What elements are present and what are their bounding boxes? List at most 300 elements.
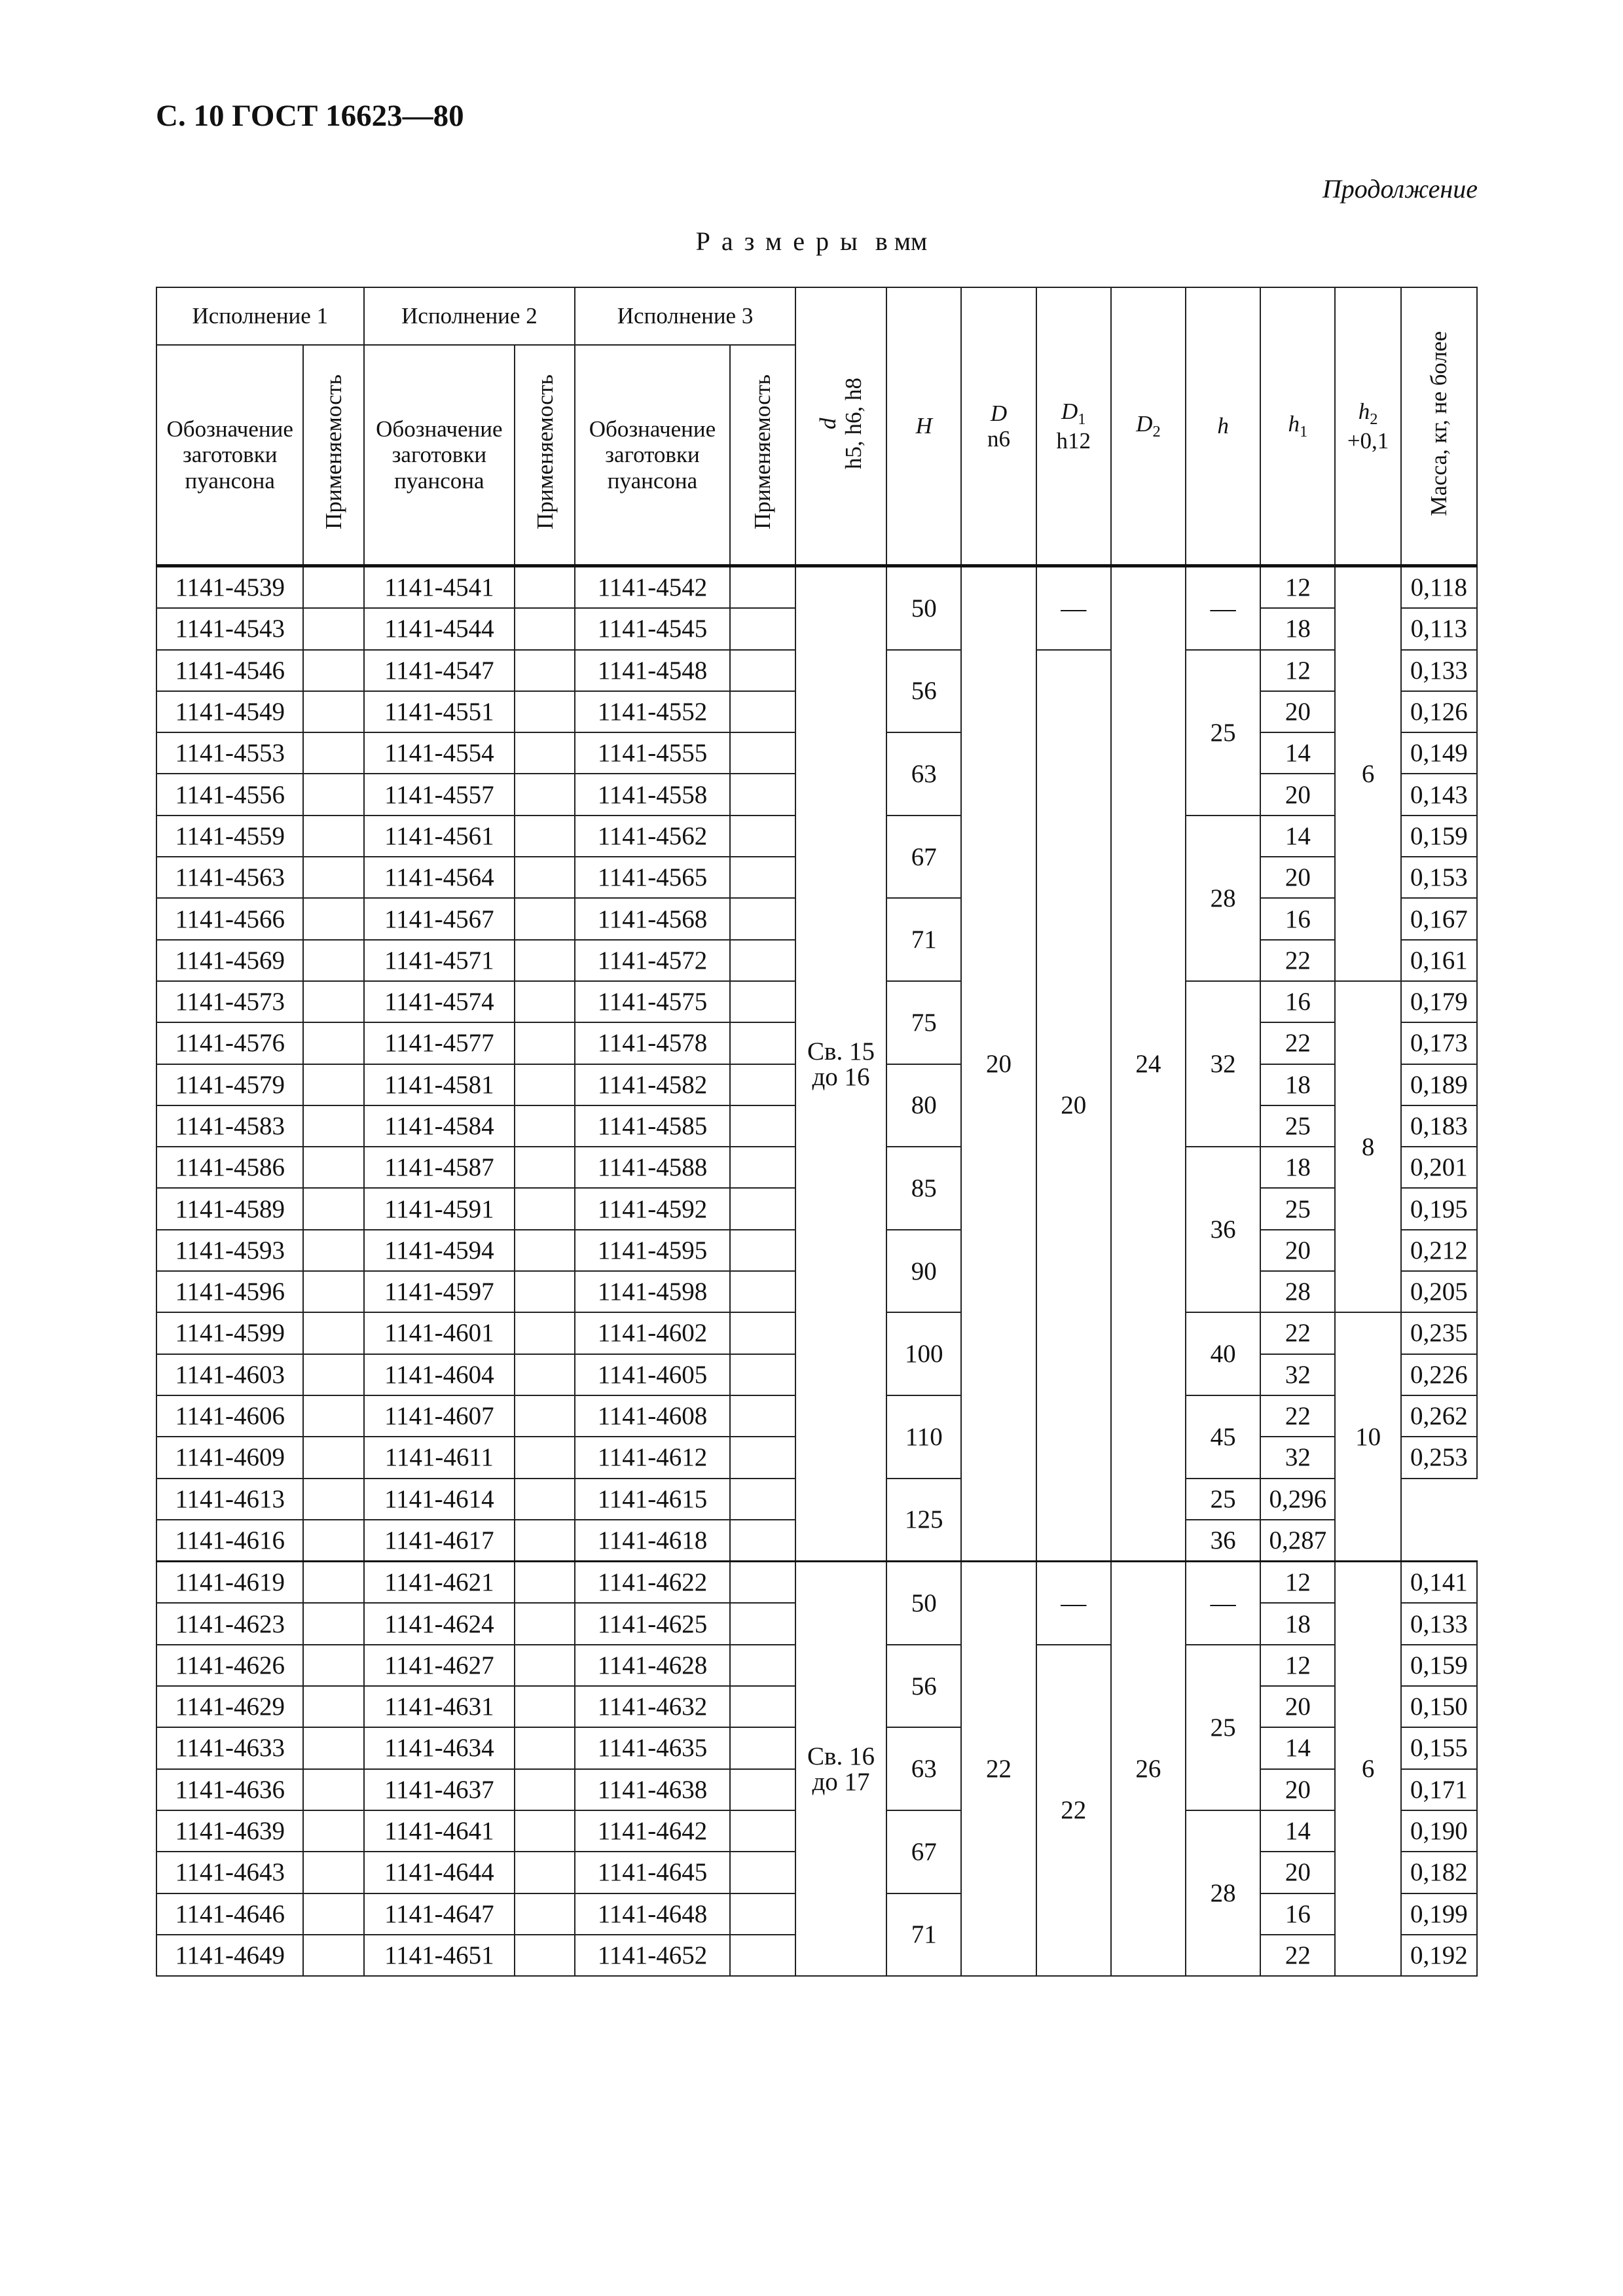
isp1-designation: 1141-4596 bbox=[156, 1271, 303, 1312]
isp1-designation: 1141-4579 bbox=[156, 1064, 303, 1105]
H-value: 67 bbox=[886, 816, 961, 899]
isp2-header: Исполнение 2 bbox=[364, 287, 575, 345]
isp2-designation: 1141-4557 bbox=[364, 774, 515, 815]
H-value: 63 bbox=[886, 732, 961, 816]
h2-value: 6 bbox=[1335, 1562, 1400, 1976]
isp1-designation: 1141-4606 bbox=[156, 1395, 303, 1437]
isp2-applicability bbox=[515, 1603, 575, 1644]
H-value: 85 bbox=[886, 1147, 961, 1230]
isp1-applicability bbox=[303, 1727, 363, 1768]
D2-value: 26 bbox=[1111, 1562, 1186, 1976]
isp1-designation: 1141-4589 bbox=[156, 1188, 303, 1229]
isp3-applicability bbox=[730, 1520, 795, 1562]
isp1-designation: 1141-4539 bbox=[156, 566, 303, 609]
isp2-applicability bbox=[515, 774, 575, 815]
isp2-applicability bbox=[515, 566, 575, 609]
mass-value: 0,212 bbox=[1401, 1230, 1477, 1271]
isp2-applicability bbox=[515, 1312, 575, 1354]
isp1-designation: 1141-4553 bbox=[156, 732, 303, 774]
isp3-applicability bbox=[730, 1479, 795, 1520]
isp1-designation-header: Обозначение заготовки пуансона bbox=[156, 345, 303, 566]
isp2-designation: 1141-4551 bbox=[364, 691, 515, 732]
isp3-applicability bbox=[730, 650, 795, 691]
isp1-designation: 1141-4643 bbox=[156, 1852, 303, 1893]
isp2-applicability bbox=[515, 1479, 575, 1520]
mass-value: 0,171 bbox=[1401, 1769, 1477, 1810]
isp1-applicability bbox=[303, 1893, 363, 1935]
h-value: — bbox=[1186, 566, 1260, 650]
isp2-designation: 1141-4641 bbox=[364, 1810, 515, 1852]
isp1-designation: 1141-4573 bbox=[156, 981, 303, 1022]
h2-value: 10 bbox=[1335, 1312, 1400, 1561]
mass-value: 0,287 bbox=[1260, 1520, 1335, 1562]
mass-value: 0,235 bbox=[1401, 1312, 1477, 1354]
isp3-applicability bbox=[730, 981, 795, 1022]
page-reference: С. 10 ГОСТ 16623—80 bbox=[156, 99, 464, 133]
units-prefix: Размеры bbox=[695, 226, 869, 256]
isp3-applicability bbox=[730, 857, 795, 898]
isp2-designation: 1141-4607 bbox=[364, 1395, 515, 1437]
isp2-applicability bbox=[515, 691, 575, 732]
isp2-designation: 1141-4624 bbox=[364, 1603, 515, 1644]
isp1-applicability bbox=[303, 1520, 363, 1562]
mass-value: 0,133 bbox=[1401, 1603, 1477, 1644]
mass-value: 0,155 bbox=[1401, 1727, 1477, 1768]
isp3-applicability bbox=[730, 1686, 795, 1727]
isp1-designation: 1141-4639 bbox=[156, 1810, 303, 1852]
d-value: Св. 15 до 16 bbox=[795, 566, 886, 1562]
isp3-applicability bbox=[730, 1022, 795, 1064]
table-row bbox=[156, 566, 1477, 609]
isp1-designation: 1141-4636 bbox=[156, 1769, 303, 1810]
isp2-applicability bbox=[515, 857, 575, 898]
isp1-designation: 1141-4623 bbox=[156, 1603, 303, 1644]
isp1-designation: 1141-4613 bbox=[156, 1479, 303, 1520]
isp2-designation: 1141-4591 bbox=[364, 1188, 515, 1229]
mass-value: 0,189 bbox=[1401, 1064, 1477, 1105]
isp2-designation: 1141-4631 bbox=[364, 1686, 515, 1727]
isp1-applicability bbox=[303, 940, 363, 981]
mass-value: 0,201 bbox=[1401, 1147, 1477, 1188]
h1-value: 16 bbox=[1260, 981, 1335, 1022]
mass-value: 0,190 bbox=[1401, 1810, 1477, 1852]
h1-value: 20 bbox=[1260, 1769, 1335, 1810]
isp2-applicability bbox=[515, 1562, 575, 1604]
h1-value: 14 bbox=[1260, 732, 1335, 774]
mass-value: 0,262 bbox=[1401, 1395, 1477, 1437]
h-value: 40 bbox=[1186, 1312, 1260, 1395]
h2-value: 8 bbox=[1335, 981, 1400, 1312]
H-value: 90 bbox=[886, 1230, 961, 1313]
isp3-designation: 1141-4602 bbox=[575, 1312, 729, 1354]
isp2-designation: 1141-4614 bbox=[364, 1479, 515, 1520]
H-value: 75 bbox=[886, 981, 961, 1064]
isp2-applicability bbox=[515, 1686, 575, 1727]
isp1-applicability bbox=[303, 566, 363, 609]
isp3-applicability bbox=[730, 1188, 795, 1229]
isp2-designation: 1141-4617 bbox=[364, 1520, 515, 1562]
isp2-applicability-header: Применяемость bbox=[515, 345, 575, 566]
d-value: Св. 16 до 17 bbox=[795, 1562, 886, 1976]
isp3-designation: 1141-4545 bbox=[575, 608, 729, 649]
h1-value: 12 bbox=[1260, 566, 1335, 609]
isp2-applicability bbox=[515, 1147, 575, 1188]
isp1-designation: 1141-4576 bbox=[156, 1022, 303, 1064]
isp2-applicability bbox=[515, 1727, 575, 1768]
isp1-designation: 1141-4559 bbox=[156, 816, 303, 857]
isp2-applicability bbox=[515, 898, 575, 939]
isp2-applicability bbox=[515, 1354, 575, 1395]
isp1-applicability bbox=[303, 1686, 363, 1727]
isp1-designation: 1141-4556 bbox=[156, 774, 303, 815]
isp1-applicability bbox=[303, 1188, 363, 1229]
isp1-applicability bbox=[303, 1479, 363, 1520]
isp1-applicability bbox=[303, 650, 363, 691]
isp3-designation: 1141-4558 bbox=[575, 774, 729, 815]
mass-value: 0,141 bbox=[1401, 1562, 1477, 1604]
units-suffix: в мм bbox=[875, 226, 928, 256]
isp3-designation: 1141-4595 bbox=[575, 1230, 729, 1271]
isp3-applicability-header: Применяемость bbox=[730, 345, 795, 566]
isp1-applicability bbox=[303, 857, 363, 898]
H-value: 80 bbox=[886, 1064, 961, 1147]
mass-value: 0,149 bbox=[1401, 732, 1477, 774]
isp1-applicability bbox=[303, 1271, 363, 1312]
isp1-designation: 1141-4563 bbox=[156, 857, 303, 898]
isp3-designation: 1141-4568 bbox=[575, 898, 729, 939]
h1-value: 16 bbox=[1260, 898, 1335, 939]
isp1-applicability bbox=[303, 1064, 363, 1105]
isp3-designation: 1141-4652 bbox=[575, 1935, 729, 1976]
h1-value: 12 bbox=[1260, 1562, 1335, 1604]
isp3-applicability bbox=[730, 1645, 795, 1686]
isp1-applicability bbox=[303, 898, 363, 939]
H-value: 110 bbox=[886, 1395, 961, 1479]
h1-value: 25 bbox=[1260, 1188, 1335, 1229]
isp3-designation: 1141-4648 bbox=[575, 1893, 729, 1935]
isp3-applicability bbox=[730, 1105, 795, 1147]
isp3-applicability bbox=[730, 816, 795, 857]
isp3-designation: 1141-4572 bbox=[575, 940, 729, 981]
mass-value: 0,143 bbox=[1401, 774, 1477, 815]
h1-value: 25 bbox=[1260, 1105, 1335, 1147]
d-header: d h5, h6, h8 bbox=[795, 287, 886, 566]
isp2-applicability bbox=[515, 816, 575, 857]
isp1-designation: 1141-4593 bbox=[156, 1230, 303, 1271]
h1-value: 36 bbox=[1186, 1520, 1260, 1562]
isp3-applicability bbox=[730, 1437, 795, 1478]
isp3-applicability bbox=[730, 1147, 795, 1188]
isp3-applicability bbox=[730, 1769, 795, 1810]
isp3-designation: 1141-4588 bbox=[575, 1147, 729, 1188]
isp1-designation: 1141-4616 bbox=[156, 1520, 303, 1562]
mass-value: 0,182 bbox=[1401, 1852, 1477, 1893]
isp1-applicability bbox=[303, 1395, 363, 1437]
continuation-label: Продолжение bbox=[1322, 174, 1478, 204]
mass-value: 0,118 bbox=[1401, 566, 1477, 609]
h1-value: 20 bbox=[1260, 774, 1335, 815]
isp1-designation: 1141-4549 bbox=[156, 691, 303, 732]
isp2-designation: 1141-4547 bbox=[364, 650, 515, 691]
h-value: 28 bbox=[1186, 1810, 1260, 1976]
isp3-designation: 1141-4632 bbox=[575, 1686, 729, 1727]
isp2-applicability bbox=[515, 1105, 575, 1147]
mass-value: 0,183 bbox=[1401, 1105, 1477, 1147]
isp2-applicability bbox=[515, 1064, 575, 1105]
isp2-designation: 1141-4627 bbox=[364, 1645, 515, 1686]
isp3-designation-header: Обозначение заготовки пуансона bbox=[575, 345, 729, 566]
isp2-designation: 1141-4587 bbox=[364, 1147, 515, 1188]
isp2-designation: 1141-4564 bbox=[364, 857, 515, 898]
H-value: 71 bbox=[886, 898, 961, 981]
h-value: 36 bbox=[1186, 1147, 1260, 1312]
h1-value: 20 bbox=[1260, 1686, 1335, 1727]
H-value: 56 bbox=[886, 650, 961, 733]
isp3-applicability bbox=[730, 1230, 795, 1271]
h-value: — bbox=[1186, 1562, 1260, 1645]
isp3-applicability bbox=[730, 1603, 795, 1644]
isp1-designation: 1141-4569 bbox=[156, 940, 303, 981]
mass-value: 0,159 bbox=[1401, 816, 1477, 857]
mass-value: 0,167 bbox=[1401, 898, 1477, 939]
isp3-designation: 1141-4608 bbox=[575, 1395, 729, 1437]
isp1-applicability bbox=[303, 1147, 363, 1188]
isp1-applicability bbox=[303, 1022, 363, 1064]
h-value: 28 bbox=[1186, 816, 1260, 981]
h1-value: 22 bbox=[1260, 1312, 1335, 1354]
H-value: 125 bbox=[886, 1479, 961, 1562]
isp1-applicability-header: Применяемость bbox=[303, 345, 363, 566]
isp2-applicability bbox=[515, 608, 575, 649]
isp2-designation: 1141-4604 bbox=[364, 1354, 515, 1395]
h1-value: 22 bbox=[1260, 940, 1335, 981]
H-value: 50 bbox=[886, 1562, 961, 1645]
mass-value: 0,179 bbox=[1401, 981, 1477, 1022]
D-value: 20 bbox=[961, 566, 1036, 1562]
h2-header: $h_2$ +0,1 bbox=[1335, 287, 1400, 566]
isp2-designation: 1141-4584 bbox=[364, 1105, 515, 1147]
isp1-designation: 1141-4626 bbox=[156, 1645, 303, 1686]
isp3-designation: 1141-4598 bbox=[575, 1271, 729, 1312]
h1-value: 12 bbox=[1260, 650, 1335, 691]
isp2-applicability bbox=[515, 1437, 575, 1478]
isp2-designation: 1141-4554 bbox=[364, 732, 515, 774]
isp2-designation: 1141-4571 bbox=[364, 940, 515, 981]
isp3-designation: 1141-4645 bbox=[575, 1852, 729, 1893]
isp2-designation: 1141-4561 bbox=[364, 816, 515, 857]
isp2-designation: 1141-4574 bbox=[364, 981, 515, 1022]
H-value: 67 bbox=[886, 1810, 961, 1893]
isp1-applicability bbox=[303, 608, 363, 649]
isp1-designation: 1141-4649 bbox=[156, 1935, 303, 1976]
isp3-applicability bbox=[730, 1893, 795, 1935]
isp2-applicability bbox=[515, 1230, 575, 1271]
isp1-designation: 1141-4619 bbox=[156, 1562, 303, 1604]
isp3-designation: 1141-4638 bbox=[575, 1769, 729, 1810]
isp1-applicability bbox=[303, 981, 363, 1022]
mass-value: 0,226 bbox=[1401, 1354, 1477, 1395]
isp2-applicability bbox=[515, 1893, 575, 1935]
isp1-applicability bbox=[303, 1810, 363, 1852]
h1-value: 22 bbox=[1260, 1022, 1335, 1064]
isp2-designation: 1141-4581 bbox=[364, 1064, 515, 1105]
isp3-applicability bbox=[730, 1562, 795, 1604]
isp1-designation: 1141-4586 bbox=[156, 1147, 303, 1188]
mass-value: 0,253 bbox=[1401, 1437, 1477, 1478]
table-row bbox=[156, 1562, 1477, 1604]
isp1-designation: 1141-4633 bbox=[156, 1727, 303, 1768]
isp3-designation: 1141-4578 bbox=[575, 1022, 729, 1064]
isp2-designation: 1141-4597 bbox=[364, 1271, 515, 1312]
h1-value: 14 bbox=[1260, 816, 1335, 857]
isp1-applicability bbox=[303, 732, 363, 774]
isp2-designation: 1141-4544 bbox=[364, 608, 515, 649]
D1-value: 22 bbox=[1036, 1645, 1111, 1976]
isp1-applicability bbox=[303, 1935, 363, 1976]
mass-value: 0,205 bbox=[1401, 1271, 1477, 1312]
isp1-applicability bbox=[303, 1603, 363, 1644]
mass-value: 0,113 bbox=[1401, 608, 1477, 649]
isp3-designation: 1141-4582 bbox=[575, 1064, 729, 1105]
D1-header: $D_1$ h12 bbox=[1036, 287, 1111, 566]
isp3-applicability bbox=[730, 732, 795, 774]
mass-value: 0,126 bbox=[1401, 691, 1477, 732]
isp2-designation: 1141-4621 bbox=[364, 1562, 515, 1604]
isp3-applicability bbox=[730, 1354, 795, 1395]
isp2-designation: 1141-4651 bbox=[364, 1935, 515, 1976]
h2-value: 6 bbox=[1335, 566, 1400, 981]
isp1-designation: 1141-4609 bbox=[156, 1437, 303, 1478]
mass-value: 0,159 bbox=[1401, 1645, 1477, 1686]
isp3-designation: 1141-4565 bbox=[575, 857, 729, 898]
isp3-applicability bbox=[730, 898, 795, 939]
h1-value: 18 bbox=[1260, 1603, 1335, 1644]
mass-value: 0,192 bbox=[1401, 1935, 1477, 1976]
isp2-applicability bbox=[515, 1520, 575, 1562]
isp1-applicability bbox=[303, 691, 363, 732]
D-header: D n6 bbox=[961, 287, 1036, 566]
isp2-designation: 1141-4601 bbox=[364, 1312, 515, 1354]
isp1-designation: 1141-4546 bbox=[156, 650, 303, 691]
isp3-designation: 1141-4615 bbox=[575, 1479, 729, 1520]
D1-value: — bbox=[1036, 566, 1111, 650]
H-value: 56 bbox=[886, 1645, 961, 1728]
isp2-applicability bbox=[515, 940, 575, 981]
isp1-designation: 1141-4543 bbox=[156, 608, 303, 649]
H-header: H bbox=[886, 287, 961, 566]
D2-value: 24 bbox=[1111, 566, 1186, 1562]
isp1-applicability bbox=[303, 774, 363, 815]
isp3-applicability bbox=[730, 566, 795, 609]
isp2-applicability bbox=[515, 1395, 575, 1437]
h-value: 45 bbox=[1186, 1395, 1260, 1479]
isp1-applicability bbox=[303, 1852, 363, 1893]
isp3-designation: 1141-4635 bbox=[575, 1727, 729, 1768]
D1-value: — bbox=[1036, 1562, 1111, 1645]
h-value: 25 bbox=[1186, 1645, 1260, 1810]
isp3-applicability bbox=[730, 1935, 795, 1976]
isp3-designation: 1141-4618 bbox=[575, 1520, 729, 1562]
isp3-applicability bbox=[730, 691, 795, 732]
mass-value: 0,296 bbox=[1260, 1479, 1335, 1520]
isp2-designation: 1141-4611 bbox=[364, 1437, 515, 1478]
H-value: 100 bbox=[886, 1312, 961, 1395]
isp3-applicability bbox=[730, 1727, 795, 1768]
isp1-applicability bbox=[303, 1437, 363, 1478]
isp1-applicability bbox=[303, 1769, 363, 1810]
units-caption bbox=[0, 226, 1623, 257]
isp1-designation: 1141-4566 bbox=[156, 898, 303, 939]
isp3-designation: 1141-4622 bbox=[575, 1562, 729, 1604]
h1-value: 20 bbox=[1260, 1230, 1335, 1271]
isp3-header: Исполнение 3 bbox=[575, 287, 795, 345]
D1-value: 20 bbox=[1036, 650, 1111, 1562]
isp2-designation: 1141-4644 bbox=[364, 1852, 515, 1893]
isp2-applicability bbox=[515, 1188, 575, 1229]
isp2-applicability bbox=[515, 650, 575, 691]
isp2-designation: 1141-4567 bbox=[364, 898, 515, 939]
isp3-applicability bbox=[730, 1064, 795, 1105]
h1-value: 22 bbox=[1260, 1935, 1335, 1976]
h1-value: 12 bbox=[1260, 1645, 1335, 1686]
h1-header: $h_1$ bbox=[1260, 287, 1335, 566]
isp3-applicability bbox=[730, 1312, 795, 1354]
isp2-designation: 1141-4594 bbox=[364, 1230, 515, 1271]
D-value: 22 bbox=[961, 1562, 1036, 1976]
isp2-designation-header: Обозначение заготовки пуансона bbox=[364, 345, 515, 566]
isp3-designation: 1141-4562 bbox=[575, 816, 729, 857]
isp2-applicability bbox=[515, 1810, 575, 1852]
h1-value: 20 bbox=[1260, 1852, 1335, 1893]
mass-header: Масса, кг, не более bbox=[1401, 287, 1477, 566]
isp1-header: Исполнение 1 bbox=[156, 287, 364, 345]
mass-value: 0,161 bbox=[1401, 940, 1477, 981]
isp2-applicability bbox=[515, 732, 575, 774]
isp3-applicability bbox=[730, 1810, 795, 1852]
h1-value: 28 bbox=[1260, 1271, 1335, 1312]
isp3-applicability bbox=[730, 1395, 795, 1437]
isp3-designation: 1141-4548 bbox=[575, 650, 729, 691]
isp2-applicability bbox=[515, 1645, 575, 1686]
isp2-applicability bbox=[515, 1852, 575, 1893]
isp3-designation: 1141-4592 bbox=[575, 1188, 729, 1229]
D2-header: $D_2$ bbox=[1111, 287, 1186, 566]
h1-value: 20 bbox=[1260, 691, 1335, 732]
h-value: 25 bbox=[1186, 650, 1260, 816]
h1-value: 32 bbox=[1260, 1437, 1335, 1478]
isp1-applicability bbox=[303, 1562, 363, 1604]
isp1-designation: 1141-4603 bbox=[156, 1354, 303, 1395]
h1-value: 16 bbox=[1260, 1893, 1335, 1935]
isp1-designation: 1141-4646 bbox=[156, 1893, 303, 1935]
mass-value: 0,173 bbox=[1401, 1022, 1477, 1064]
isp1-applicability bbox=[303, 1312, 363, 1354]
mass-value: 0,153 bbox=[1401, 857, 1477, 898]
isp3-designation: 1141-4575 bbox=[575, 981, 729, 1022]
H-value: 63 bbox=[886, 1727, 961, 1810]
mass-value: 0,195 bbox=[1401, 1188, 1477, 1229]
dimensions-table bbox=[156, 287, 1478, 1977]
isp1-designation: 1141-4583 bbox=[156, 1105, 303, 1147]
h1-value: 32 bbox=[1260, 1354, 1335, 1395]
h-header: h bbox=[1186, 287, 1260, 566]
h1-value: 25 bbox=[1186, 1479, 1260, 1520]
isp3-designation: 1141-4628 bbox=[575, 1645, 729, 1686]
isp3-applicability bbox=[730, 774, 795, 815]
isp1-applicability bbox=[303, 1105, 363, 1147]
isp3-designation: 1141-4585 bbox=[575, 1105, 729, 1147]
isp3-applicability bbox=[730, 608, 795, 649]
